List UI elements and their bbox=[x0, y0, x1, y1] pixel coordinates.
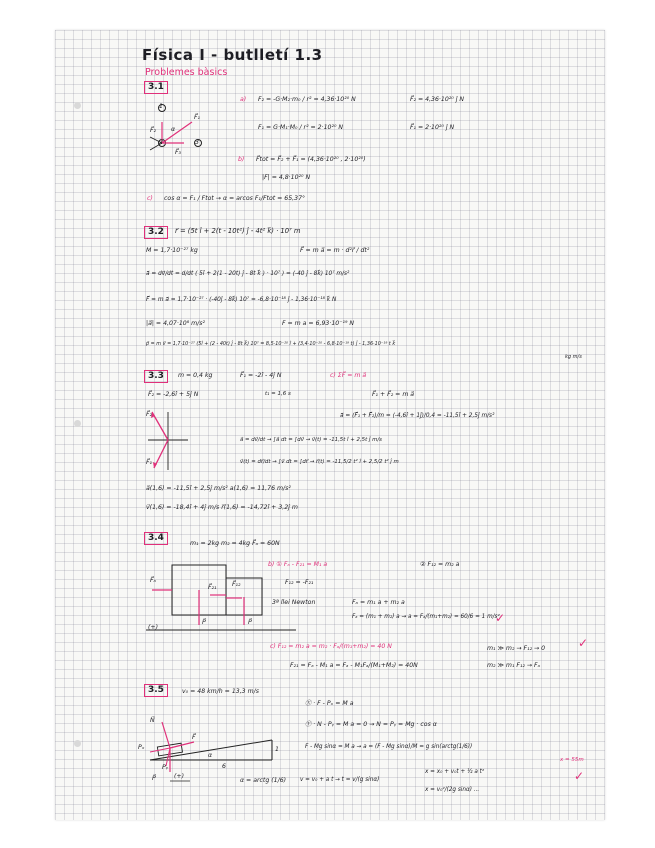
equation: Fₐ = m₁ a + m₂ a bbox=[352, 599, 405, 606]
force-label: Pᵧ bbox=[162, 764, 169, 771]
force-label: F⃗₂ bbox=[150, 127, 157, 134]
section-label-3-2: 3.2 bbox=[144, 226, 168, 239]
equation: F⃗₁ = -2î - 4ĵ N bbox=[240, 372, 282, 379]
section-label-3-4: 3.4 bbox=[144, 532, 168, 545]
equation: t₁ = 1,6 s bbox=[265, 391, 291, 397]
result: x = 55m bbox=[560, 757, 584, 763]
force-label: F⃗₃ bbox=[175, 149, 182, 156]
equation: v⃗(1,6) = -18,4î + 4ĵ m/s r⃗(1,6) = -14,72î + 3,2ĵ m bbox=[146, 504, 298, 511]
equation: F⃗₂ = -2,6î + 5ĵ N bbox=[148, 391, 199, 398]
force-label: F⃗ bbox=[192, 734, 196, 741]
page-subtitle: Problemes bàsics bbox=[145, 67, 228, 78]
force-label: P⃗ bbox=[202, 619, 206, 626]
equation: α = arctg (1/6) bbox=[240, 777, 287, 784]
equation: a⃗(1,6) = -11,5î + 2,5ĵ m/s² a(1,6) = 11,76 m/s² bbox=[146, 485, 291, 492]
equation: F⃗₁ = 2·10²⁰ ĵ N bbox=[410, 124, 455, 131]
equation: v = v₀ + a t → t = v/(g sinα) bbox=[300, 777, 380, 783]
equation: F₂₁ = Fₐ - M₁ a = Fₐ - M₁Fₐ/(M₁+M₂) = 40N bbox=[290, 662, 418, 669]
force-label: P⃗ bbox=[152, 775, 156, 782]
equation: M = 1,7·10⁻²⁷ kg bbox=[146, 247, 198, 254]
part-label: c) bbox=[147, 195, 153, 202]
equation: |F| = 4,8·10²⁰ N bbox=[262, 174, 311, 181]
equation: F⃗₁ + F⃗₂ = m a⃗ bbox=[372, 391, 415, 398]
equation: F - Mg sinα = M a → a = (F - Mg sinα)/M = g sin(arctg(1/6)) bbox=[305, 744, 473, 750]
section-label-3-1: 3.1 bbox=[144, 81, 168, 94]
equation: F⃗ = m a⃗ = m · d²r⃗ / dt² bbox=[300, 247, 370, 254]
equation: Ⓨ · N - Pᵧ = M a = 0 → N = Pᵧ = Mg · cos α bbox=[305, 721, 437, 728]
force-label: Pₓ bbox=[138, 744, 145, 751]
part-label: b) ① Fₐ - F₂₁ = M₁ a bbox=[268, 561, 328, 568]
equation: a⃗ = dv⃗/dt → ∫a⃗ dt = ∫dv⃗ → v⃗(t) = -11,5t î + 2,5t ĵ m/s bbox=[240, 437, 382, 443]
force-label: F⃗ₐ bbox=[150, 577, 156, 584]
equation: m₂ ≫ m₁ F₁₂ → Fₐ bbox=[487, 662, 541, 669]
equation: F⃗ = m a⃗ = 1,7·10⁻²⁷ · (-40ĵ - 8k⃗) 10⁷ = -6,8·10⁻¹⁸ ĵ - 1,36·10⁻¹⁸ k⃗ N bbox=[146, 297, 337, 303]
side-label: 6 bbox=[222, 763, 226, 770]
section-label-3-3: 3.3 bbox=[144, 370, 168, 383]
equation: a⃗ = (F⃗₁ + F⃗₂)/m = (-4,6î + 1ĵ)/0,4 = -11,5î + 2,5ĵ m/s² bbox=[340, 413, 495, 419]
equation: F₁₂ = -F₂₁ bbox=[285, 579, 314, 586]
equation: F₁ = G·M₁·M₀ / r² = 2·10²⁰ N bbox=[258, 124, 344, 131]
force-label: F⃗₁ bbox=[194, 114, 201, 121]
equation: a⃗ = dv⃗/dt = d/dt ( 5î + 2(1 - 20t) ĵ - 8t k⃗ ) · 10⁷ ) = (-40 ĵ - 8k⃗) 10⁷ m/s² bbox=[146, 271, 350, 277]
equation: F⃗₂ = 4,36·10²⁰ ĵ N bbox=[410, 96, 465, 103]
equation: m₁ ≫ m₂ → F₁₂ → 0 bbox=[487, 645, 546, 652]
page-title: Física I - butlletí 1.3 bbox=[142, 46, 323, 64]
force-label: F⃗₂ bbox=[146, 411, 153, 418]
equation: m₁ = 2kg m₂ = 4kg F⃗ₐ = 60N bbox=[190, 540, 280, 547]
equation: F⃗tot = F⃗₂ + F⃗₁ = (4,36·10²⁰ , 2·10²⁰) bbox=[256, 156, 366, 163]
force-label: F⃗₁₂ bbox=[232, 581, 241, 588]
unit-label: kg m/s bbox=[565, 354, 582, 360]
axis-label: (+) bbox=[148, 624, 159, 631]
point-label: 1 bbox=[159, 103, 163, 110]
part-label: b) bbox=[238, 156, 245, 163]
axis-label: (+) bbox=[174, 773, 185, 780]
equation: F = m a = 6,93·10⁻¹⁹ N bbox=[282, 320, 355, 327]
equation: Ⓧ · F - Pₓ = M a bbox=[305, 700, 354, 707]
annotation: 3ª llei Newton bbox=[272, 599, 316, 606]
equation: v⃗(t) = dr⃗/dt → ∫v⃗ dt = ∫dr⃗ → r⃗(t) = -11,5/2 t² î + 2,5/2 t² ĵ m bbox=[240, 459, 399, 465]
point-label: 3 bbox=[195, 139, 199, 146]
force-label: N⃗ bbox=[150, 717, 155, 724]
equation: |a⃗| = 4,07·10⁸ m/s² bbox=[146, 320, 205, 327]
part-label: c) F₁₂ = m₂ a = m₂ · Fₐ/(m₁+m₂) = 40 N bbox=[270, 643, 392, 650]
equation: m = 0,4 kg bbox=[178, 372, 213, 379]
check-mark: ✓ bbox=[495, 611, 506, 625]
check-mark: ✓ bbox=[578, 636, 589, 650]
equation: r⃗ = (5t î + 2(t - 10t²) ĵ - 4t² k⃗) · 10⁷ m bbox=[175, 227, 301, 235]
check-mark: ✓ bbox=[574, 769, 585, 783]
side-label: 1 bbox=[275, 746, 279, 753]
angle-label: α bbox=[208, 752, 213, 759]
equation: ② F₁₂ = m₂ a bbox=[420, 561, 460, 568]
force-label: F⃗₂₁ bbox=[208, 584, 217, 591]
equation: p⃗ = m v⃗ = 1,7·10⁻²⁷ (5î + (2 - 40t) ĵ - 8t k⃗) 10⁷ = 8,5·10⁻²⁰ î + (3,4·10⁻²⁰ - 6,8·10⁻¹⁹ t) ĵ - 1,36·10⁻¹⁹ t k⃗ bbox=[146, 341, 396, 347]
point-label: 2 bbox=[159, 139, 163, 146]
equation: x = x₀ + v₀t + ½ a t² bbox=[425, 769, 485, 775]
equation: Fₐ = (m₁ + m₂) a → a = Fₐ/(m₁+m₂) = 60/6 = 1 m/s² bbox=[352, 614, 500, 620]
part-label: c) ΣF⃗ = m a⃗ bbox=[330, 372, 367, 379]
equation: v₀ = 48 km/h = 13,3 m/s bbox=[182, 688, 259, 695]
equation: F₂ = -G·M₂·m₀ / r² = 4,36·10²⁰ N bbox=[258, 96, 356, 103]
section-label-3-5: 3.5 bbox=[144, 684, 168, 697]
part-label: a) bbox=[240, 96, 247, 103]
equation: x = v₀²/(2g sinα) ... bbox=[425, 787, 480, 793]
equation: cos α = F₁ / Ftot → α = arcos F₁/Ftot = 65,37° bbox=[164, 195, 306, 202]
force-label: F⃗₁ bbox=[146, 459, 153, 466]
force-label: P⃗ bbox=[248, 619, 252, 626]
angle-label: α bbox=[171, 126, 176, 133]
